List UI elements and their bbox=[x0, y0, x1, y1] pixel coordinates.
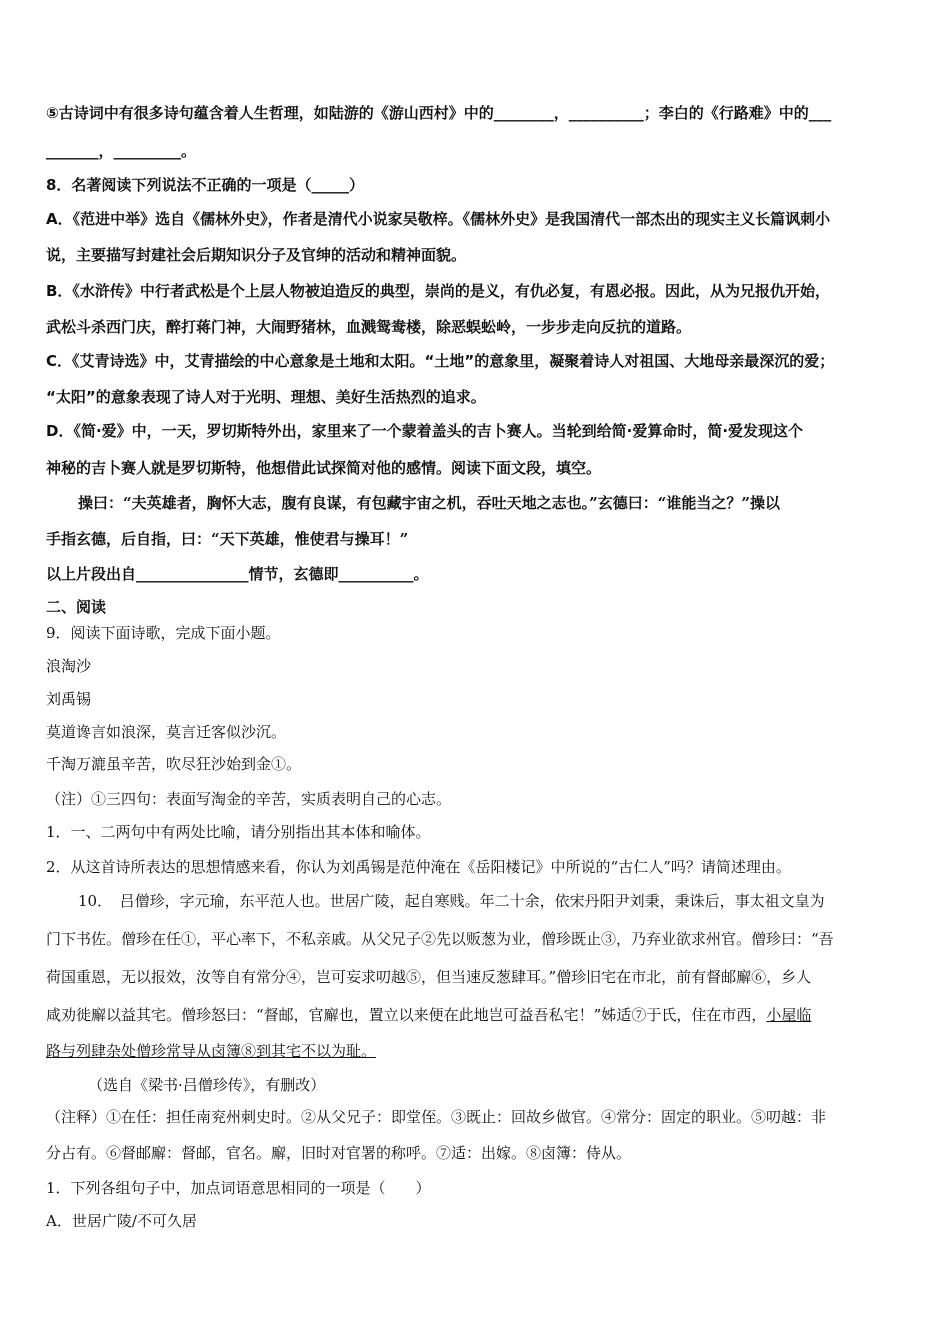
section-heading: 二、阅读 bbox=[46, 598, 107, 616]
passage-line: 门下书佐。僧珍在任①，平心率下，不私亲戚。从父兄子②先以贩葱为业，僧珍既止③，乃弃业欲求州官。僧珍曰：“吾 bbox=[46, 930, 834, 948]
poem-note: （注）①三四句：表面写淘金的辛苦，实质表明自己的心志。 bbox=[46, 790, 452, 808]
passage-line: 荷国重恩，无以报效，汝等自有常分④，岂可妄求叨越⑤，但当速反葱肆耳。”僧珍旧宅在市北，前有督邮廨⑥，乡人 bbox=[46, 968, 812, 986]
excerpt-line: 手指玄德，后自指，曰：“天下英雄，惟使君与操耳！” bbox=[46, 530, 409, 548]
fill-blank-line: 以上片段出自_______________情节，玄德即__________。 bbox=[46, 565, 429, 583]
poem-line: 莫道谗言如浪深，莫言迁客似沙沉。 bbox=[46, 723, 287, 741]
annotation-line: 分占有。⑥督邮廨：督邮，官名。廨，旧时对官署的称呼。⑦适：出嫁。⑧卤簿：侍从。 bbox=[46, 1144, 632, 1162]
poem-title: 浪淘沙 bbox=[46, 657, 92, 675]
underlined-text: 小屋临 bbox=[766, 1006, 812, 1024]
text-line: ⑤古诗词中有很多诗句蕴含着人生哲理，如陆游的《游山西村》中的________，__________；李白的《行路难》中的___ bbox=[46, 104, 832, 122]
poem-line: 千淘万漉虽辛苦，吹尽狂沙始到金①。 bbox=[46, 755, 302, 773]
sub-question-1: 1．下列各组句子中，加点词语意思相同的一项是（ ） bbox=[46, 1179, 431, 1197]
option-a: A．《范进中举》选自《儒林外史》，作者是清代小说家吴敬梓。《儒林外史》是我国清代一部杰出的现实主义长篇讽刺小 bbox=[46, 210, 831, 228]
option-b: B．《水浒传》中行者武松是个上层人物被迫造反的典型，崇尚的是义，有仇必复，有恩必报。因此，从为兄报仇开始， bbox=[46, 282, 830, 300]
excerpt-line: 操曰：“夫英雄者，胸怀大志，腹有良谋，有包藏宇宙之机，吞吐天地之志也。”玄德曰：“谁能当之？”操以 bbox=[78, 494, 781, 512]
text-line: 神秘的吉卜赛人就是罗切斯特，他想借此试探简对他的感情。阅读下面文段，填空。 bbox=[46, 459, 602, 477]
text-line: 武松斗杀西门庆，醉打蒋门神，大闹野猪林，血溅鸳鸯楼，除恶蜈蚣岭，一步步走向反抗的道路。 bbox=[46, 318, 692, 336]
annotation-line: （注释）①在任：担任南兖州刺史时。②从父兄子：即堂侄。③既止：回故乡做官。④常分：固定的职业。⑤叨越：非 bbox=[46, 1108, 827, 1126]
poem-author: 刘禹锡 bbox=[46, 690, 92, 708]
text-line: 说，主要描写封建社会后期知识分子及官绅的活动和精神面貌。 bbox=[46, 246, 467, 264]
option-a: A．世居广陵/不可久居 bbox=[46, 1212, 197, 1230]
question-9-stem: 9．阅读下面诗歌，完成下面小题。 bbox=[46, 624, 281, 642]
sub-question-2: 2．从这首诗所表达的思想情感来看，你认为刘禹锡是范仲淹在《岳阳楼记》中所说的“古仁人”吗？请简述理由。 bbox=[46, 858, 791, 876]
passage-text: 咸劝徙廨以益其宅。僧珍怒曰：“督邮，官廨也，置立以来便在此地岂可益吾私宅！”姊适⑦于氏，住在市西， bbox=[46, 1006, 767, 1024]
passage-line bbox=[46, 1004, 811, 1025]
source-note: （选自《梁书·吕僧珍传》，有删改） bbox=[88, 1076, 326, 1094]
text-line: _______，_________。 bbox=[46, 142, 197, 160]
question-10-passage: 10． 吕僧珍，字元瑜，东平范人也。世居广陵，起自寒贱。年二十余，依宋丹阳尹刘秉，秉诛后，事太祖文皇为 bbox=[78, 892, 825, 910]
underlined-line: 路与列肆杂处僧珍常导从卤簿⑧到其宅不以为耻。 bbox=[46, 1042, 377, 1060]
text-line: “太阳”的意象表现了诗人对于光明、理想、美好生活热烈的追求。 bbox=[46, 388, 486, 406]
sub-question-1: 1．一、二两句中有两处比喻，请分别指出其本体和喻体。 bbox=[46, 823, 431, 841]
option-c: C．《艾青诗选》中，艾青描绘的中心意象是土地和太阳。“土地”的意象里，凝聚着诗人对祖国、大地母亲最深沉的爱； bbox=[46, 352, 835, 370]
option-d: D．《简·爱》中，一天，罗切斯特外出，家里来了一个蒙着盖头的吉卜赛人。当轮到给简·爱算命时，简·爱发现这个 bbox=[46, 422, 804, 440]
question-8-stem: 8．名著阅读下列说法不正确的一项是（_____） bbox=[46, 176, 364, 194]
